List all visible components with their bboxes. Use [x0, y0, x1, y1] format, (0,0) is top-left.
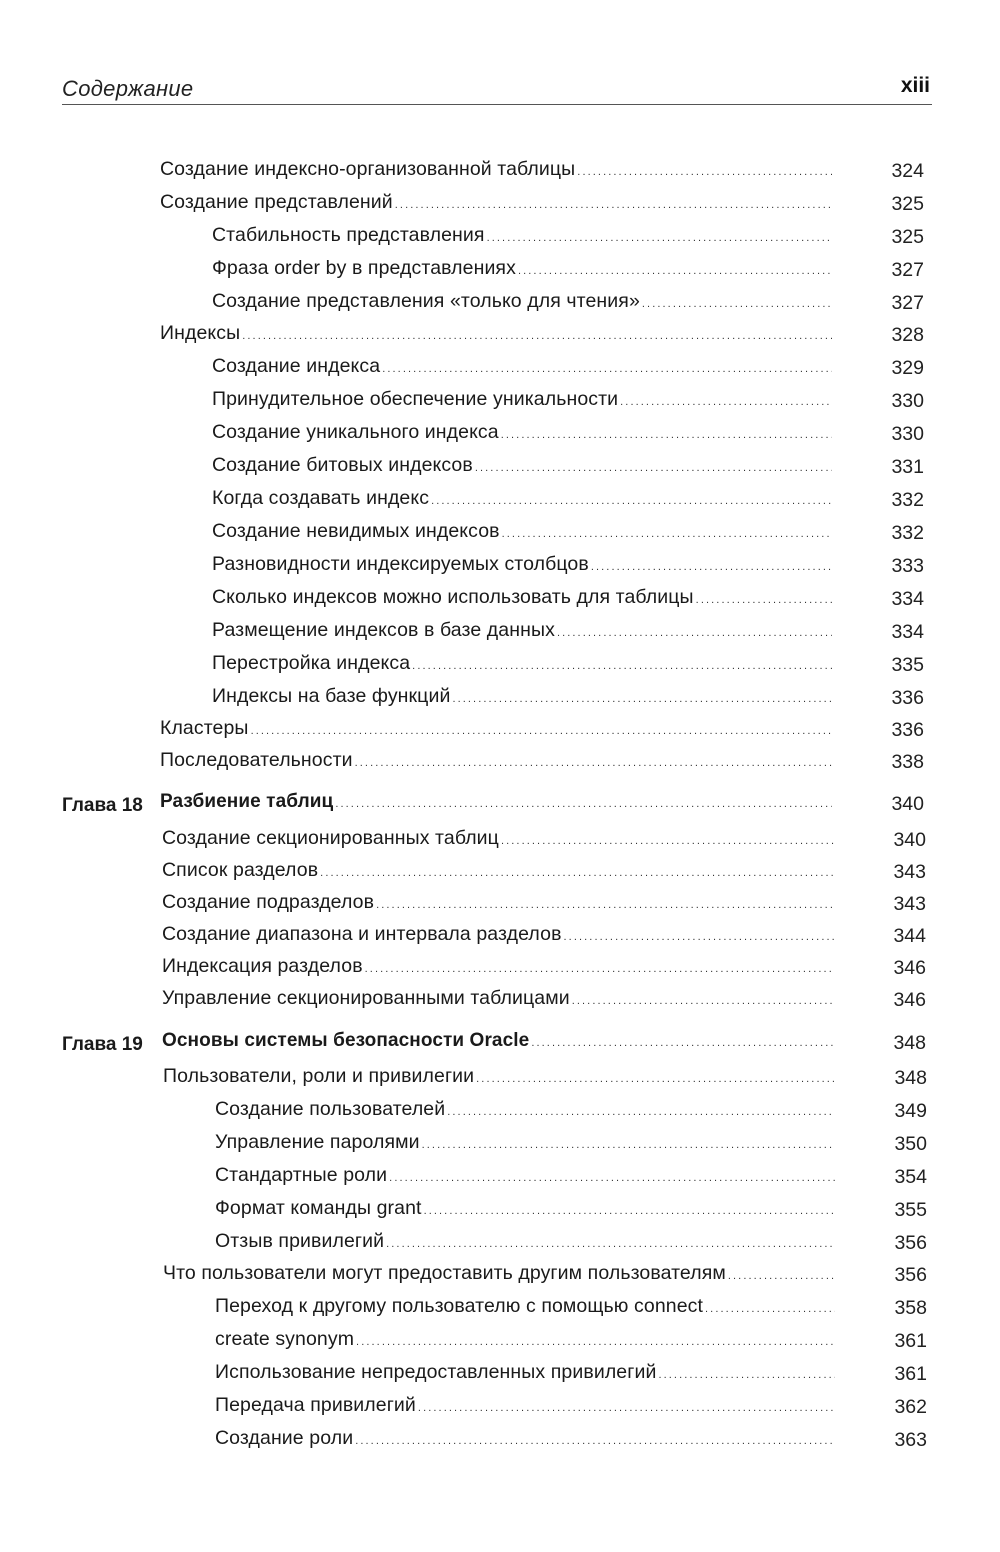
toc-entry-title: Сколько индексов можно использовать для таблицы — [212, 586, 694, 608]
dot-leader — [728, 1270, 835, 1282]
toc-entry-title: Стандартные роли — [215, 1164, 388, 1186]
dot-leader — [412, 660, 832, 672]
toc-page-number: 340 — [893, 829, 926, 851]
dot-leader — [431, 495, 832, 507]
toc-page-number: 334 — [891, 621, 924, 643]
chapter-number: Глава 19 — [62, 1034, 143, 1055]
toc-page-number: 334 — [891, 588, 924, 610]
toc-entry[interactable] — [162, 891, 834, 921]
toc-entry[interactable] — [215, 1230, 835, 1260]
toc-entry-title: Создание подразделов — [162, 891, 375, 913]
chapter-number: Глава 18 — [62, 795, 143, 816]
toc-entry-title: Размещение индексов в базе данных — [212, 619, 555, 641]
toc-entry-title: Создание пользователей — [215, 1098, 446, 1120]
toc-entry-title: Разновидности индексируемых столбцов — [212, 553, 589, 575]
toc-page-number: 340 — [891, 793, 924, 815]
dot-leader — [557, 627, 832, 639]
toc-page-number: 361 — [894, 1330, 927, 1352]
dot-leader — [376, 899, 834, 911]
toc-entry-title: Создание уникального индекса — [212, 421, 499, 443]
toc-entry[interactable] — [160, 322, 832, 352]
toc-page-number: 346 — [893, 989, 926, 1011]
dot-leader — [564, 931, 834, 943]
toc-page-number: 362 — [894, 1396, 927, 1418]
toc-entry-title: Отзыв привилегий — [215, 1230, 385, 1252]
toc-page-number: 330 — [891, 390, 924, 412]
toc-page-number: 361 — [894, 1363, 927, 1385]
dot-leader — [705, 1303, 835, 1315]
toc-entry[interactable] — [160, 717, 832, 747]
dot-leader — [422, 1139, 835, 1151]
toc-entry[interactable] — [215, 1164, 835, 1194]
toc-entry[interactable] — [212, 421, 832, 451]
toc-entry[interactable] — [163, 1065, 835, 1095]
toc-page-number: 325 — [891, 226, 924, 248]
dot-leader — [386, 1238, 835, 1250]
toc-entry[interactable] — [162, 955, 834, 985]
toc-page-number: 356 — [894, 1264, 927, 1286]
toc-entry-title: Управление секционированными таблицами — [162, 987, 570, 1009]
toc-page-number: 343 — [893, 861, 926, 883]
toc-page-number: 355 — [894, 1199, 927, 1221]
toc-entry[interactable] — [160, 191, 832, 221]
toc-entry-title: Последовательности — [160, 749, 353, 771]
toc-entry-title: Передача привилегий — [215, 1394, 416, 1416]
toc-entry-title: Индексы на базе функций — [212, 685, 451, 707]
dot-leader — [591, 561, 832, 573]
toc-page-number: 338 — [891, 751, 924, 773]
dot-leader — [355, 757, 832, 769]
toc-entry[interactable] — [212, 619, 832, 649]
toc-page-number: 331 — [891, 456, 924, 478]
toc-page-number: 327 — [891, 259, 924, 281]
toc-entry[interactable] — [162, 923, 834, 953]
dot-leader — [389, 1172, 835, 1184]
dot-leader — [642, 298, 832, 310]
toc-entry-title: Когда создавать индекс — [212, 487, 430, 509]
dot-leader — [418, 1402, 835, 1414]
toc-page-number: 325 — [891, 193, 924, 215]
toc-entry[interactable] — [212, 257, 832, 287]
toc-entry[interactable] — [215, 1427, 835, 1457]
dot-leader — [452, 693, 832, 705]
dot-leader — [620, 396, 832, 408]
toc-entry-title: Пользователи, роли и привилегии — [163, 1065, 475, 1087]
toc-entry[interactable] — [212, 487, 832, 517]
dot-leader — [577, 166, 832, 178]
toc-entry-title: Использование непредоставленных привилегий — [215, 1361, 657, 1383]
toc-entry[interactable] — [162, 987, 834, 1017]
dot-leader — [475, 462, 832, 474]
toc-entry-title: Стабильность представления — [212, 224, 485, 246]
header-page-number: xiii — [900, 74, 930, 97]
toc-entry-title: Принудительное обеспечение уникальности — [212, 388, 619, 410]
toc-page-number: 348 — [894, 1067, 927, 1089]
toc-page-number: 330 — [891, 423, 924, 445]
toc-page-number: 336 — [891, 719, 924, 741]
toc-page-number: 333 — [891, 555, 924, 577]
dot-leader — [320, 867, 834, 879]
toc-page-number: 328 — [891, 324, 924, 346]
toc-entry[interactable] — [212, 652, 832, 682]
dot-leader — [251, 725, 832, 737]
toc-entry-title: Создание индекса — [212, 355, 381, 377]
toc-entry-title: create synonym — [215, 1328, 355, 1350]
dot-leader — [476, 1073, 835, 1085]
dot-leader — [356, 1336, 835, 1348]
toc-entry-title: Индексы — [160, 322, 241, 344]
toc-entry-title: Создание представлений — [160, 191, 393, 213]
toc-page-number: 354 — [894, 1166, 927, 1188]
toc-entry[interactable] — [215, 1328, 835, 1358]
toc-entry[interactable] — [215, 1361, 835, 1391]
dot-leader — [355, 1435, 835, 1447]
toc-page-number: 343 — [893, 893, 926, 915]
toc-entry-title: Переход к другому пользователю с помощью connect — [215, 1295, 704, 1317]
toc-page-number: 363 — [894, 1429, 927, 1451]
toc-entry[interactable] — [215, 1295, 835, 1325]
dot-leader — [242, 330, 832, 342]
dot-leader — [335, 798, 832, 810]
toc-page-number: 324 — [891, 160, 924, 182]
dot-leader — [365, 963, 834, 975]
dot-leader — [531, 1037, 834, 1049]
dot-leader — [572, 995, 834, 1007]
toc-chapter-entry[interactable] — [160, 791, 832, 821]
toc-page-number: 336 — [891, 687, 924, 709]
toc-page-number: 349 — [894, 1100, 927, 1122]
toc-entry[interactable] — [212, 290, 832, 320]
dot-leader — [501, 835, 834, 847]
toc-page-number: 350 — [894, 1133, 927, 1155]
toc-entry-title: Создание невидимых индексов — [212, 520, 500, 542]
toc-entry-title: Перестройка индекса — [212, 652, 411, 674]
toc-page-number: 327 — [891, 292, 924, 314]
toc-entry-title: Создание битовых индексов — [212, 454, 473, 476]
toc-entry-title: Создание представления «только для чтения» — [212, 290, 640, 312]
toc-entry[interactable] — [163, 1262, 835, 1292]
toc-entry[interactable] — [212, 685, 832, 715]
dot-leader — [501, 429, 832, 441]
toc-entry[interactable] — [212, 388, 832, 418]
toc-entry[interactable] — [215, 1131, 835, 1161]
toc-entry-title: Формат команды grant — [215, 1197, 422, 1219]
toc-entry-title: Создание диапазона и интервала разделов — [162, 923, 562, 945]
toc-entry[interactable] — [162, 827, 834, 857]
toc-entry-title: Индексация разделов — [162, 955, 363, 977]
toc-entry-title: Создание индексно-организованной таблицы — [160, 158, 576, 180]
toc-entry[interactable] — [215, 1394, 835, 1424]
toc-entry-title: Кластеры — [160, 717, 249, 739]
dot-leader — [487, 232, 832, 244]
toc-entry[interactable] — [212, 355, 832, 385]
toc-entry[interactable] — [160, 158, 832, 188]
toc-page-number: 344 — [893, 925, 926, 947]
toc-entry[interactable] — [215, 1197, 835, 1227]
toc-page-number: 348 — [893, 1032, 926, 1054]
dot-leader — [395, 199, 832, 211]
toc-page-number: 335 — [891, 654, 924, 676]
dot-leader — [518, 265, 832, 277]
dot-leader — [502, 528, 832, 540]
toc-page-number: 358 — [894, 1297, 927, 1319]
toc-page-number: 329 — [891, 357, 924, 379]
toc-entry-title: Разбиение таблиц — [160, 791, 334, 812]
toc-entry-title: Создание секционированных таблиц — [162, 827, 499, 849]
toc-entry-title: Фраза order by в представлениях — [212, 257, 516, 279]
toc-entry[interactable] — [212, 224, 832, 254]
dot-leader — [382, 363, 832, 375]
toc-page-number: 346 — [893, 957, 926, 979]
toc-entry-title: Основы системы безопасности Oracle — [162, 1030, 530, 1051]
dot-leader — [424, 1205, 835, 1217]
toc-entry[interactable] — [212, 520, 832, 550]
toc-chapter-entry[interactable] — [162, 1030, 834, 1060]
toc-entry-title: Управление паролями — [215, 1131, 420, 1153]
toc-entry-title: Список разделов — [162, 859, 319, 881]
dot-leader — [658, 1369, 835, 1381]
toc-entry[interactable] — [160, 749, 832, 779]
toc-entry-title: Что пользователи могут предоставить другим пользователям — [163, 1262, 726, 1284]
toc-entry[interactable] — [162, 859, 834, 889]
dot-leader — [447, 1106, 835, 1118]
toc-page-number: 356 — [894, 1232, 927, 1254]
toc-entry[interactable] — [212, 553, 832, 583]
toc-entry[interactable] — [212, 586, 832, 616]
toc-page-number: 332 — [891, 522, 924, 544]
toc-entry[interactable] — [212, 454, 832, 484]
toc-entry-title: Создание роли — [215, 1427, 354, 1449]
dot-leader — [696, 594, 832, 606]
toc-page-number: 332 — [891, 489, 924, 511]
toc-entry[interactable] — [215, 1098, 835, 1128]
header-title: Содержание — [62, 76, 194, 101]
